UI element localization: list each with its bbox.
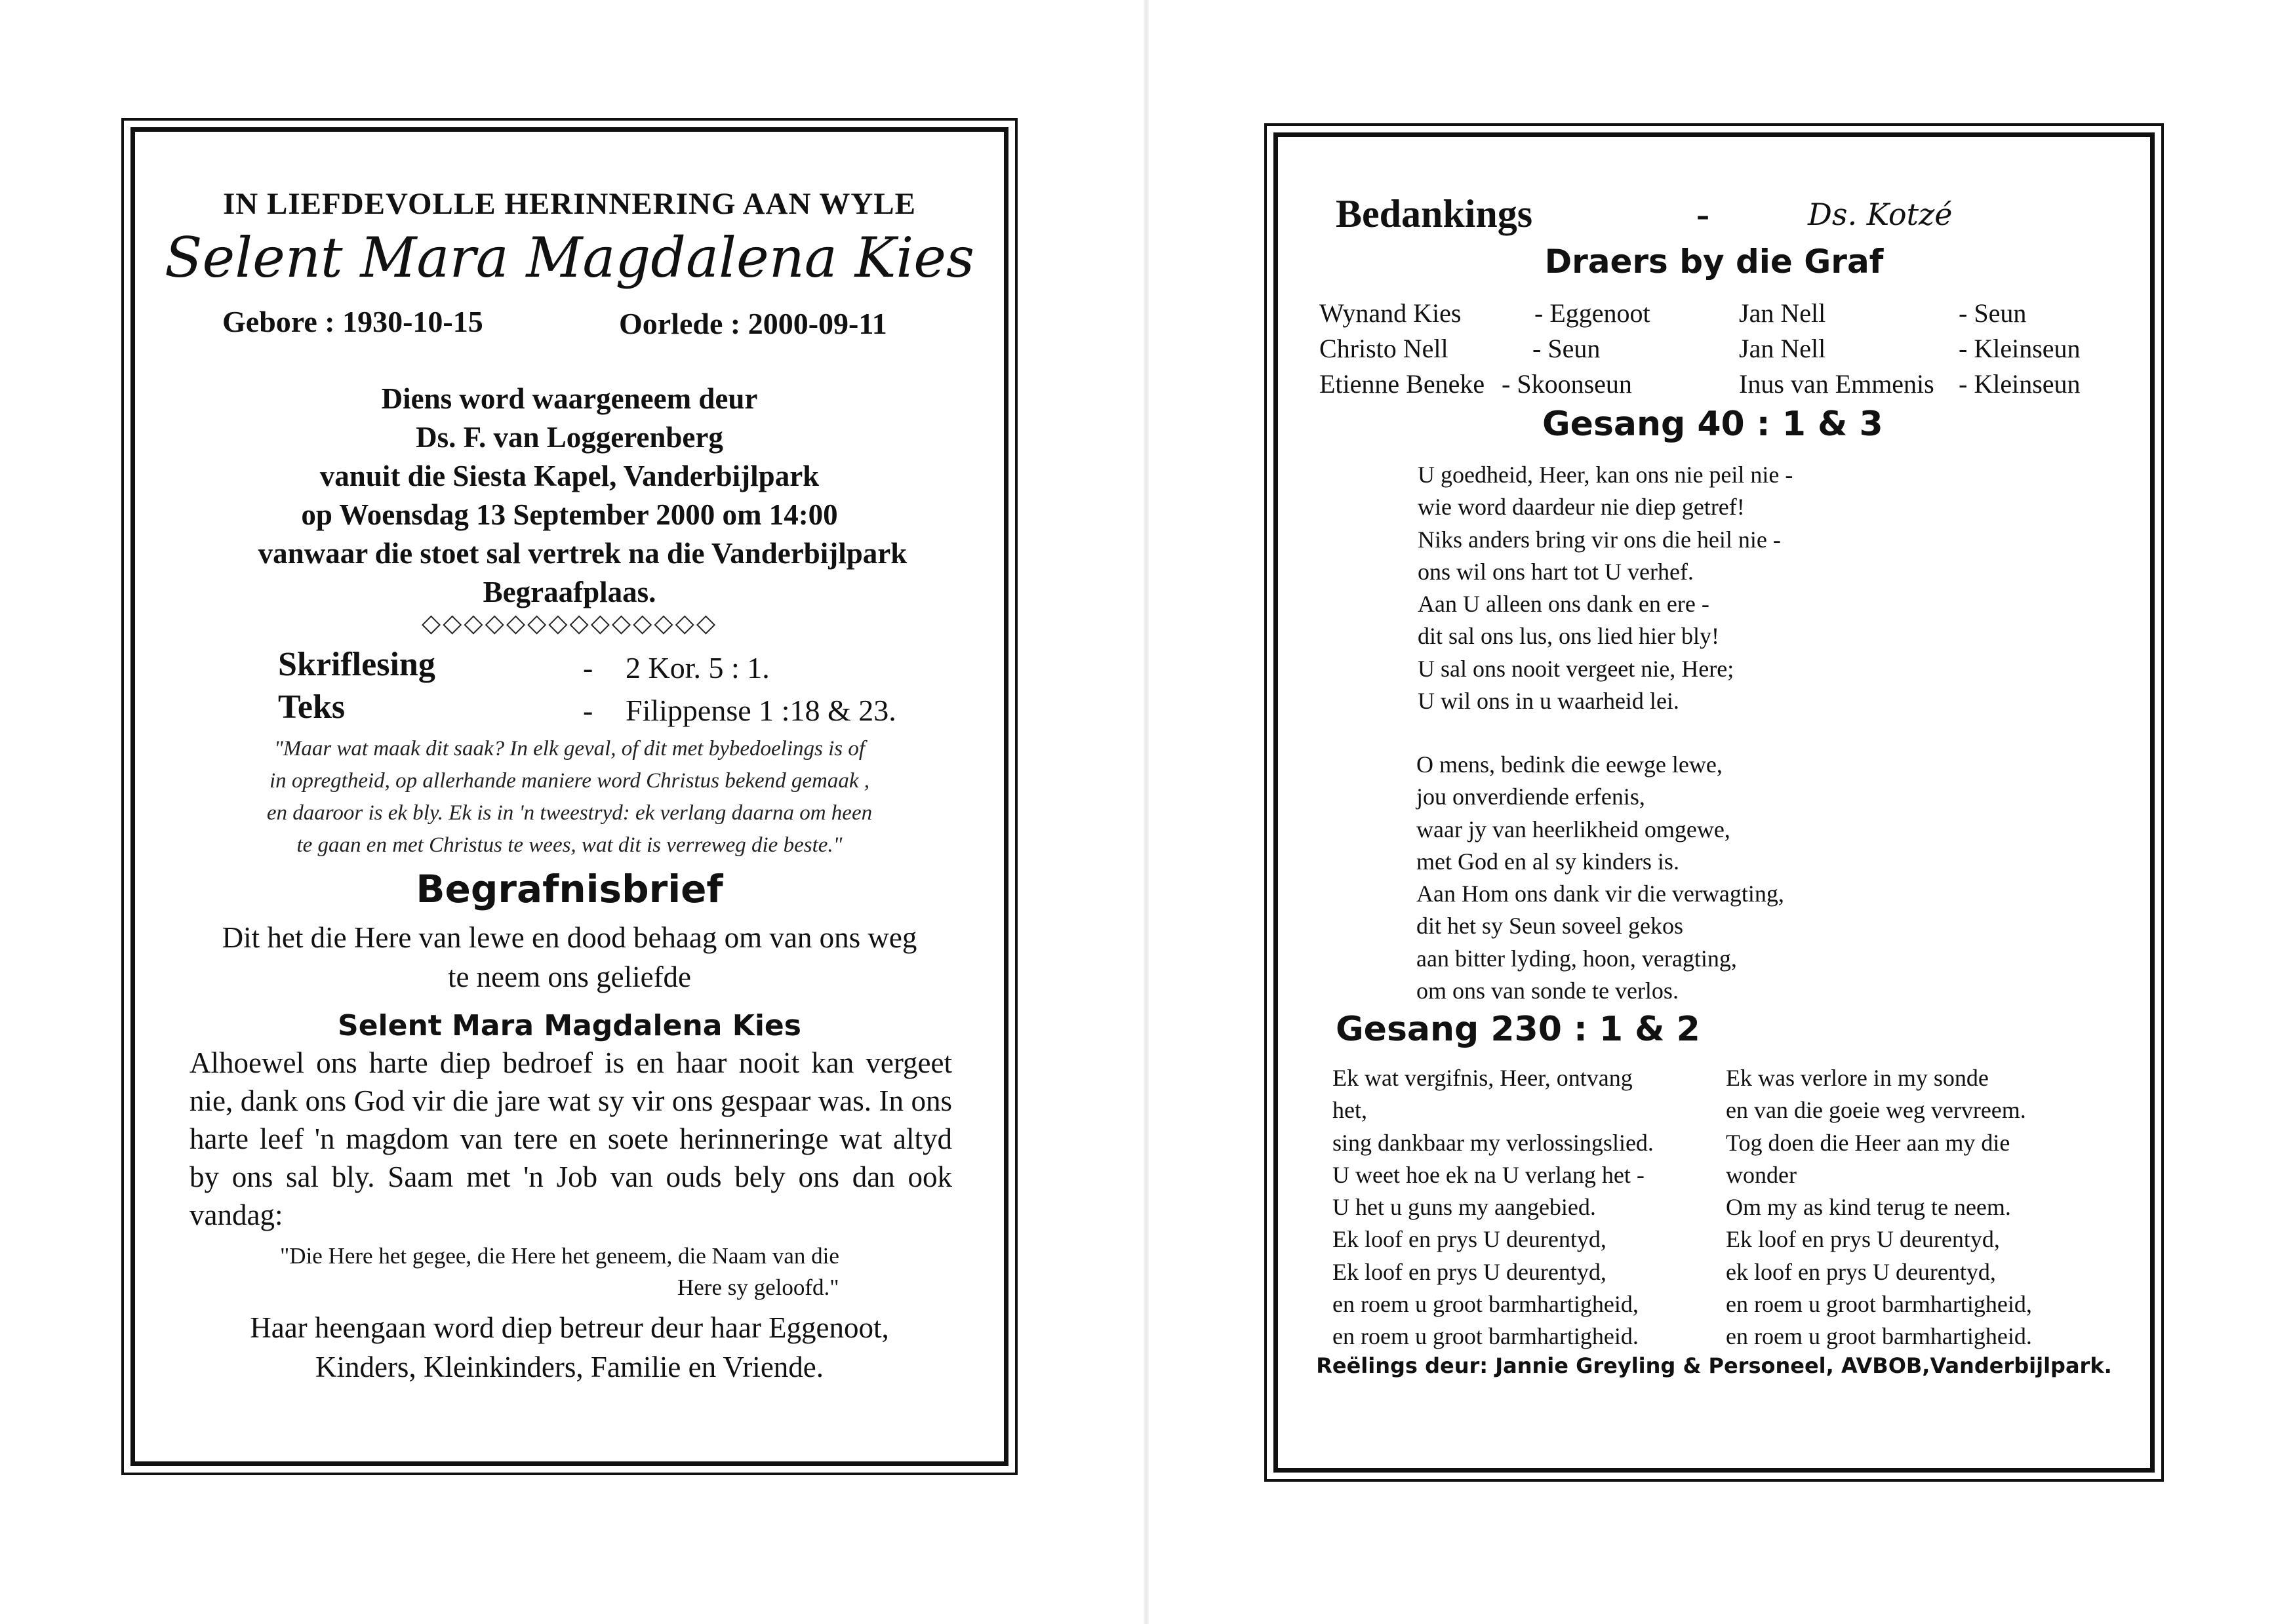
job-quote-line: Here sy geloofd." xyxy=(677,1275,839,1300)
verse-line: en roem u groot barmhartigheid, xyxy=(1726,1291,2032,1318)
verse-line: U sal ons nooit vergeet nie, Here; xyxy=(1418,655,1734,682)
reading-label: Skriflesing xyxy=(278,646,435,683)
reading-value: 2 Kor. 5 : 1. xyxy=(626,651,770,684)
verse-line: Tog doen die Heer aan my die xyxy=(1726,1129,2010,1156)
job-quote-line: "Die Here het gegee, die Here het geneem, die Naam van die xyxy=(280,1243,839,1269)
thanks-label: Bedankings xyxy=(1336,192,1533,235)
verse-line: sing dankbaar my verlossingslied. xyxy=(1332,1129,1654,1156)
verse-line: Niks anders bring vir ons die heil nie - xyxy=(1418,526,1781,553)
reading-label: Teks xyxy=(278,688,346,726)
memorial-heading: IN LIEFDEVOLLE HERINNERING AAN WYLE xyxy=(223,187,916,221)
hymn-verse xyxy=(1416,749,1784,1007)
arrangements-credit: Reëlings deur: Jannie Greyling & Personeel, AVBOB,Vanderbijlpark. xyxy=(1316,1353,2112,1378)
verse-line: met God en al sy kinders is. xyxy=(1416,848,1679,875)
hymn-title: Gesang 230 : 1 & 2 xyxy=(1336,1010,1700,1049)
closing-line: Kinders, Kleinkinders, Familie en Vriende. xyxy=(315,1351,824,1383)
service-line: op Woensdag 13 September 2000 om 14:00 xyxy=(301,498,838,531)
verse-line: U wil ons in u waarheid lei. xyxy=(1418,688,1679,715)
letter-intro: te neem ons geliefde xyxy=(447,961,692,993)
verse-line: dit sal ons lus, ons lied hier bly! xyxy=(1418,623,1719,650)
verse-line: Aan Hom ons dank vir die verwagting, xyxy=(1416,881,1784,907)
verse-line: en roem u groot barmhartigheid, xyxy=(1332,1291,1639,1318)
bearer-role: - Kleinseun xyxy=(1959,369,2081,399)
service-line: vanuit die Siesta Kapel, Vanderbijlpark xyxy=(319,460,820,492)
bearer-name: Jan Nell xyxy=(1739,334,1826,363)
hymn-title: Gesang 40 : 1 & 3 xyxy=(1542,405,1883,444)
verse-line: en van die goeie weg vervreem. xyxy=(1726,1097,2026,1124)
verse-line: om ons van sonde te verlos. xyxy=(1416,978,1679,1004)
closing-line: Haar heengaan word diep betreur deur haar Eggenoot, xyxy=(250,1311,889,1344)
service-line: Diens word waargeneem deur xyxy=(381,382,758,415)
comfort-paragraph: Alhoewel ons harte diep bedroef is en haar nooit kan vergeet nie, dank ons God vir die jare wat sy vir ons gespaar was. In ons harte leef 'n magdom van tere en soete herinneringe wat altyd by ons sal bly. Saam met 'n Job van ouds bely ons dan ook vandag: xyxy=(190,1046,952,1231)
reading-dash: - xyxy=(583,651,593,684)
hymn-verse xyxy=(1726,1062,2032,1353)
verse-line: ek loof en prys U deurentyd, xyxy=(1726,1258,1996,1285)
scripture-quote-line: en daaroor is ek bly. Ek is in 'n tweestryd: ek verlang daarna om heen xyxy=(266,801,873,825)
thanks-dash: - xyxy=(1696,192,1709,235)
verse-line: ons wil ons hart tot U verhef. xyxy=(1418,558,1694,585)
birth-date: Gebore : 1930-10-15 xyxy=(222,305,483,338)
verse-line: U goedheid, Heer, kan ons nie peil nie - xyxy=(1418,462,1793,488)
verse-line: wie word daardeur nie diep getref! xyxy=(1418,494,1745,521)
verse-line: het, xyxy=(1332,1097,1367,1124)
bearer-name: Christo Nell xyxy=(1319,334,1448,363)
bearer-role: - Seun xyxy=(1532,334,1601,363)
verse-line: Ek was verlore in my sonde xyxy=(1726,1065,1989,1091)
bearer-name: Etienne Beneke xyxy=(1319,369,1485,399)
hymn-verse xyxy=(1418,459,1793,717)
bearers-title: Draers by die Graf xyxy=(1544,243,1884,281)
verse-line: waar jy van heerlikheid omgewe, xyxy=(1416,816,1730,842)
program-panel xyxy=(1264,123,2164,1482)
reading-dash: - xyxy=(583,694,593,727)
verse-line: O mens, bedink die eewge lewe, xyxy=(1416,751,1723,778)
bearer-name: Inus van Emmenis xyxy=(1739,369,1934,399)
bearer-role: - Kleinseun xyxy=(1959,334,2081,363)
verse-line: Om my as kind terug te neem. xyxy=(1726,1194,2011,1221)
deceased-name: Selent Mara Magdalena Kies xyxy=(164,226,975,290)
thanks-minister: Ds. Kotzé xyxy=(1808,197,1953,232)
scripture-quote-line: in opregtheid, op allerhande maniere word Christus bekend gemaak , xyxy=(269,769,870,793)
verse-line: U weet hoe ek na U verlang het - xyxy=(1332,1161,1645,1188)
verse-line: Ek loof en prys U deurentyd, xyxy=(1332,1226,1606,1253)
funeral-letter-title: Begrafnisbrief xyxy=(416,867,723,911)
verse-line: U het u guns my aangebied. xyxy=(1332,1194,1596,1221)
bearer-role: - Skoonseun xyxy=(1502,369,1632,399)
hymn-verse xyxy=(1332,1062,1654,1353)
bearer-name: Jan Nell xyxy=(1739,298,1826,328)
service-line: vanwaar die stoet sal vertrek na die Vanderbijlpark xyxy=(258,537,908,570)
bearer-role: - Eggenoot xyxy=(1534,298,1650,328)
verse-line: Ek loof en prys U deurentyd, xyxy=(1726,1226,2000,1253)
verse-line: en roem u groot barmhartigheid. xyxy=(1332,1323,1639,1350)
verse-line: Aan U alleen ons dank en ere - xyxy=(1418,591,1709,618)
death-date: Oorlede : 2000-09-11 xyxy=(619,307,887,340)
bearer-role: - Seun xyxy=(1959,298,2027,328)
scripture-quote-line: "Maar wat maak dit saak? In elk geval, of dit met bybedoelings is of xyxy=(273,737,866,761)
verse-line: Ek loof en prys U deurentyd, xyxy=(1332,1258,1606,1285)
diamond-ornament: ◇◇◇◇◇◇◇◇◇◇◇◇◇◇ xyxy=(421,610,718,637)
letter-intro: Dit het die Here van lewe en dood behaag om van ons weg xyxy=(222,921,917,954)
verse-line: aan bitter lyding, hoon, veragting, xyxy=(1416,945,1737,972)
deceased-name-secondary: Selent Mara Magdalena Kies xyxy=(338,1009,801,1042)
reading-value: Filippense 1 :18 & 23. xyxy=(626,694,896,727)
scripture-quote-line: te gaan en met Christus te wees, wat dit is verreweg die beste." xyxy=(296,833,843,857)
service-line: Begraafplaas. xyxy=(483,576,656,608)
page-fold xyxy=(1144,0,1149,1624)
bearer-name: Wynand Kies xyxy=(1319,298,1462,328)
memorial-panel xyxy=(121,118,1018,1475)
service-line: Ds. F. van Loggerenberg xyxy=(416,421,723,454)
verse-line: Ek wat vergifnis, Heer, ontvang xyxy=(1332,1065,1633,1091)
verse-line: en roem u groot barmhartigheid. xyxy=(1726,1323,2032,1350)
verse-line: wonder xyxy=(1726,1161,1797,1188)
verse-line: jou onverdiende erfenis, xyxy=(1416,783,1645,810)
verse-line: dit het sy Seun soveel gekos xyxy=(1416,913,1683,940)
